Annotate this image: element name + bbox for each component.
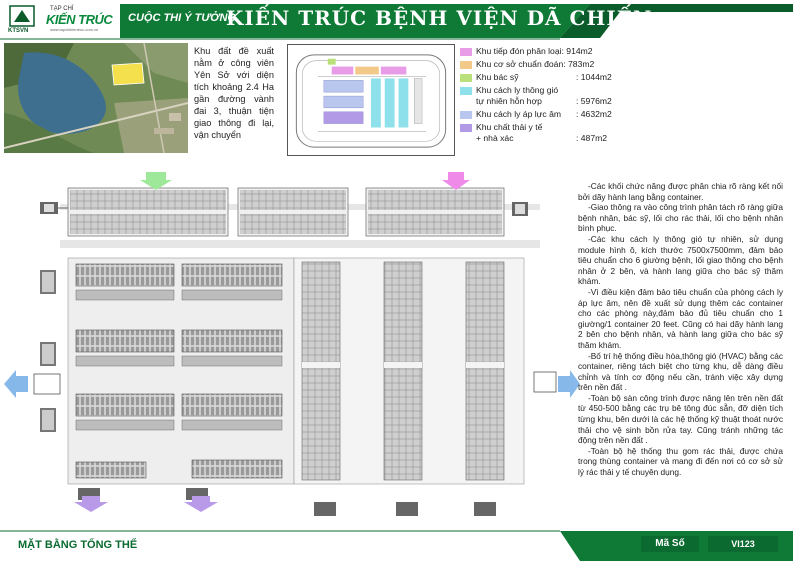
legend-value: : 1044m2 (576, 72, 612, 82)
legend-swatch (460, 61, 472, 69)
magazine-name: KIẾN TRÚC (46, 12, 113, 27)
legend-label: Khu chất thải y tế + nhà xác (476, 122, 543, 143)
footer-title: MẶT BẰNG TỔNG THỂ (18, 539, 138, 551)
site-aerial-photo (4, 43, 188, 153)
legend-item (460, 109, 620, 120)
legend-swatch (460, 87, 472, 95)
design-description (578, 181, 783, 478)
legend-item (460, 85, 620, 107)
arrow-pink-entry-icon (442, 172, 470, 190)
legend-item (460, 122, 620, 144)
description-paragraph: -Các khu cách ly thông gió tự nhiên, sử dụng module hình ô, kích thước 7500x7500mm, đảm bảo tiêu chuẩn cho 6 giường bệnh, lối giao thông cho bệnh nhân ở 2 bên, và hành lang giữa cho bác sỹ thăm khám. (578, 233, 783, 287)
area-legend (460, 46, 620, 146)
legend-label: Khu cách ly áp lực âm (476, 109, 562, 119)
legend-item (460, 72, 620, 83)
logo-text: KTSVN (8, 28, 29, 34)
legend-value: : 5976m2 (576, 96, 612, 106)
legend-label: Khu cách ly thông gió tự nhiên hỗn hợp (476, 85, 559, 106)
contest-label: CUỘC THI Ý TƯỞNG (128, 12, 236, 24)
site-description: Khu đất đề xuất nằm ở công viên Yên Sở với diện tích khoảng 2.4 Ha gần đường vành đai 3, thuận tiện giao thông đi lại, vận chuyển (194, 46, 274, 140)
legend-value: : 487m2 (576, 133, 608, 143)
description-paragraph: -Toàn bộ sàn công trình được nâng lên trên nền đất từ 450-500 bằng các trụ bê tông đúc sẵn, đỡ diện tích từng khu, bên dưới là các hệ thống kỹ thuật thoát nước thải cho vệ sinh bồn rửa tay. Cũng tránh những tác động trên nền đất . (578, 392, 783, 446)
legend-swatch (460, 74, 472, 82)
legend-swatch (460, 124, 472, 132)
arrow-blue-exit-right-icon (558, 370, 580, 398)
description-paragraph: -Bố trí hệ thống điều hòa,thông gió (HVAC) bằng các container, riêng tách biệt cho từng khu, dễ dàng điều chỉnh và tính cơ động nếu cần, tránh việc xây dựng trên nền đất . (578, 350, 783, 393)
description-paragraph: -Các khối chức năng được phân chia rõ ràng kết nối bởi dãy hành lang bằng container. (578, 181, 783, 202)
mini-site-plan (287, 44, 455, 156)
legend-label: Khu tiếp đón phân loại: 914m2 (476, 46, 593, 56)
legend-label: Khu bác sỹ (476, 72, 519, 82)
legend-swatch (460, 48, 472, 56)
natural-ventilation-zone (302, 262, 504, 480)
legend-item (460, 46, 620, 57)
description-paragraph: -Toàn bộ hệ thống thu gom rác thải, được chứa trong thùng container và mang đi đến nơi có cơ sở sử lý rác thải y tế chuyên dụng. (578, 445, 783, 478)
arrow-blue-exit-left-icon (4, 370, 28, 398)
description-paragraph: -Giao thông ra vào công trình phân tách rõ ràng giữa bệnh nhân, bác sỹ, lối cho rác thải, lối cho bệnh nhân bình phục. (578, 202, 783, 234)
legend-swatch (460, 111, 472, 119)
magazine-url: www.tapchikientruc.com.vn (50, 27, 99, 32)
legend-label: Khu cơ sở chuẩn đoán: 783m2 (476, 59, 595, 69)
legend-value: : 4632m2 (576, 109, 612, 119)
description-paragraph: -Vì điều kiện đảm bảo tiêu chuẩn của phòng cách ly áp lực âm, nên đề xuất sử dụng thêm các container cho các phòng này,đảm bảo đủ tiêu chuẩn cho 1 giường/1 container 20 feet. Cũng có hai dãy hành lang 2 bên cho bệnh nhân, và hành lang giữa cho bác sỹ thăm khám. (578, 286, 783, 350)
magazine-label: TẠP CHÍ (50, 6, 74, 12)
master-site-plan (0, 166, 580, 521)
legend-item (460, 59, 620, 70)
code-label: Mã Số (641, 536, 699, 552)
page-title: KIẾN TRÚC BỆNH VIỆN DÃ CHIẾN (226, 6, 653, 30)
arrow-green-entry-icon (140, 172, 172, 190)
code-value: VI123 (708, 536, 778, 552)
